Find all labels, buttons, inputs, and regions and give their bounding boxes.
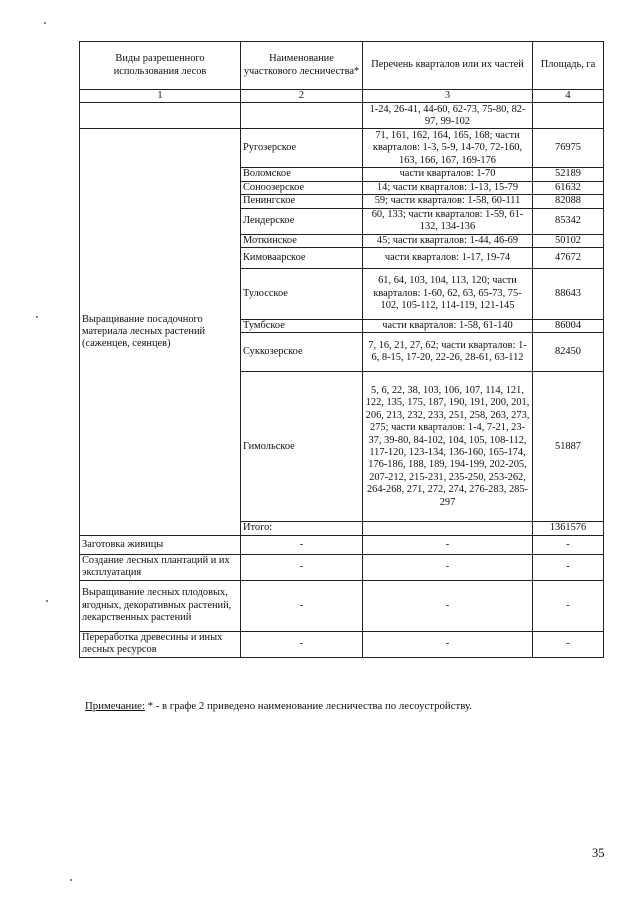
dash-cell: - (363, 535, 533, 554)
page-number: 35 (592, 846, 605, 860)
area-cell: 47672 (533, 248, 604, 269)
area-cell: 61632 (533, 181, 604, 194)
dash-cell: - (533, 535, 604, 554)
table-cell (80, 103, 241, 129)
use-type-cell: Создание лесных плантаций и их эксплуатация (80, 554, 241, 580)
forestry-name: Тумбское (241, 320, 363, 333)
scan-speck (70, 879, 72, 881)
dash-cell: - (363, 631, 533, 657)
dash-cell: - (241, 554, 363, 580)
column-number: 3 (363, 90, 533, 103)
quarters-cell: 45; части кварталов: 1-44, 46-69 (363, 234, 533, 247)
header-cell: Площадь, га (533, 42, 604, 90)
forestry-name: Кимоваарское (241, 248, 363, 269)
quarters-cell: части кварталов: 1-70 (363, 168, 533, 181)
header-cell: Наименование участкового лесничества* (241, 42, 363, 90)
quarters-cell: 14; части кварталов: 1-13, 15-79 (363, 181, 533, 194)
forestry-name: Ругозерское (241, 129, 363, 168)
total-label: Итого: (241, 522, 363, 535)
forestry-name: Пенингское (241, 195, 363, 208)
use-type-cell: Выращивание посадочного материала лесных растений (саженцев, сеянцев) (80, 129, 241, 535)
area-cell: 86004 (533, 320, 604, 333)
table-cell (241, 103, 363, 129)
table-row (80, 129, 604, 168)
forestry-name: Гимольское (241, 372, 363, 522)
quarters-cell: части кварталов: 1-58, 61-140 (363, 320, 533, 333)
total-area: 1361576 (533, 522, 604, 535)
use-type-cell: Заготовка живицы (80, 535, 241, 554)
table-row (80, 103, 604, 129)
area-cell: 82088 (533, 195, 604, 208)
footnote-label: Примечание: (85, 700, 145, 712)
forestry-name: Суккозерское (241, 333, 363, 372)
area-cell: 50102 (533, 234, 604, 247)
area-cell: 52189 (533, 168, 604, 181)
area-cell: 88643 (533, 269, 604, 320)
dash-cell: - (241, 535, 363, 554)
quarters-cell: части кварталов: 1-17, 19-74 (363, 248, 533, 269)
forestry-name: Тулосское (241, 269, 363, 320)
area-cell: 82450 (533, 333, 604, 372)
quarters-cell: 7, 16, 21, 27, 62; части кварталов: 1-6, 8-15, 17-20, 22-26, 28-61, 63-112 (363, 333, 533, 372)
area-cell: 76975 (533, 129, 604, 168)
forestry-name: Лендерское (241, 208, 363, 234)
dash-cell: - (533, 631, 604, 657)
table-row (80, 554, 604, 580)
table-cell (533, 103, 604, 129)
forestry-name: Моткинское (241, 234, 363, 247)
scan-speck (44, 22, 46, 24)
header-cell: Перечень кварталов или их частей (363, 42, 533, 90)
table-row (80, 535, 604, 554)
column-number-row (80, 90, 604, 103)
area-cell: 51887 (533, 372, 604, 522)
forestry-name: Воломское (241, 168, 363, 181)
column-number: 4 (533, 90, 604, 103)
forest-use-table (79, 41, 604, 658)
dash-cell: - (241, 580, 363, 631)
quarters-cell: 5, 6, 22, 38, 103, 106, 107, 114, 121, 122, 135, 175, 187, 190, 191, 200, 201, 206, 213, 232, 233, 251, 258, 263, 273, 275; части кварталов: 1-4, 7-21, 23-37, 39-80, 84-102, 104, 105, 108-112, 117-120, 123-134, 136-160, 165-174, 176-186, 188, 189, 194-199, 202-205, 207-212, 215-231, 235-250, 253-262, 264-268, 271, 272, 274, 276-283, 285-297 (363, 372, 533, 522)
header-cell: Виды разрешенного использования лесов (80, 42, 241, 90)
quarters-cell: 71, 161, 162, 164, 165, 168; части кварталов: 1-3, 5-9, 14-70, 72-160, 163, 166, 167, 169-176 (363, 129, 533, 168)
area-cell: 85342 (533, 208, 604, 234)
use-type-cell: Выращивание лесных плодовых, ягодных, декоративных растений, лекарственных растений (80, 580, 241, 631)
scan-speck (46, 600, 48, 602)
dash-cell: - (363, 554, 533, 580)
forestry-name: Соноозерское (241, 181, 363, 194)
table-row (80, 580, 604, 631)
dash-cell: - (533, 554, 604, 580)
dash-cell: - (533, 580, 604, 631)
quarters-cell: 61, 64, 103, 104, 113, 120; части кварталов: 1-60, 62, 63, 65-73, 75-102, 105-112, 114-119, 121-145 (363, 269, 533, 320)
header-row (80, 42, 604, 90)
dash-cell: - (241, 631, 363, 657)
column-number: 2 (241, 90, 363, 103)
quarters-cell: 59; части кварталов: 1-58, 60-111 (363, 195, 533, 208)
use-type-cell: Переработка древесины и иных лесных ресурсов (80, 631, 241, 657)
table-cell (363, 522, 533, 535)
dash-cell: - (363, 580, 533, 631)
table-row (80, 631, 604, 657)
quarters-cell: 60, 133; части кварталов: 1-59, 61-132, 134-136 (363, 208, 533, 234)
quarters-cell: 1-24, 26-41, 44-60, 62-73, 75-80, 82-97, 99-102 (363, 103, 533, 129)
footnote-text: * - в графе 2 приведено наименование лесничества по лесоустройству. (144, 700, 472, 712)
footnote (85, 700, 605, 712)
scan-speck (36, 316, 38, 318)
column-number: 1 (80, 90, 241, 103)
